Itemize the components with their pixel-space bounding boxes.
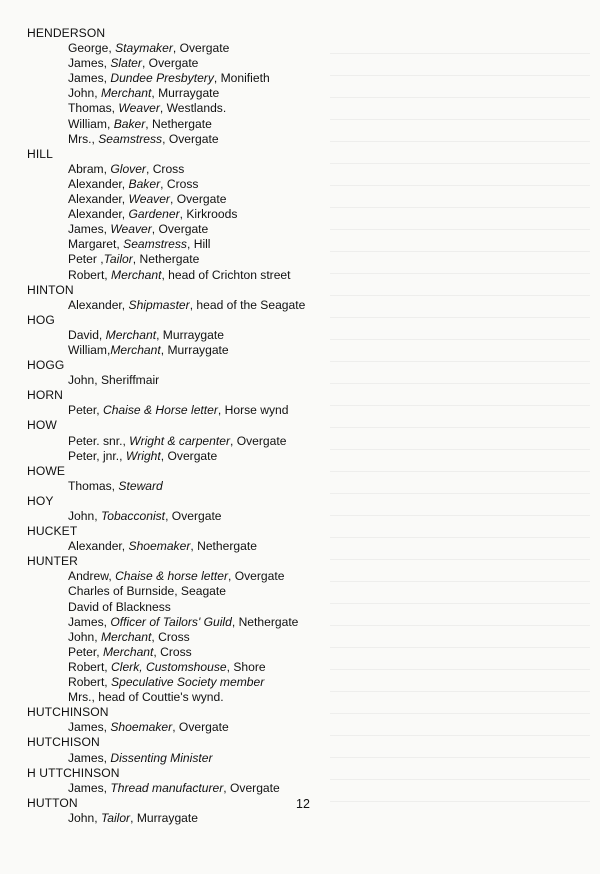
surname-block [27,796,447,826]
surname-block [27,464,447,494]
person-name: Margaret, [68,237,124,252]
person-entry [27,41,447,56]
occupation: Thread manufacturer [110,780,224,795]
occupation: Shipmaster [128,297,190,312]
address: , Horse wynd [217,403,289,418]
occupation: Weaver [128,192,170,207]
address: , Cross [153,644,192,659]
occupation: Officer of Tailors' Guild [110,614,232,629]
person-entry [27,117,447,132]
surname-block [27,313,447,358]
address: , Hill [186,237,211,252]
person-name: William, [68,116,114,131]
address: , Murraygate [130,810,198,825]
person-name: Alexander, [68,176,129,191]
surname-heading: HORN [27,388,64,403]
occupation: Tailor [100,810,131,825]
occupation: Shoemaker [128,539,191,554]
person-entry [27,479,447,494]
person-entry [27,781,447,796]
person-entry [27,660,447,675]
occupation: Merchant [100,629,152,644]
person-entry [27,569,447,584]
surname-heading: HOGG [27,358,65,373]
occupation: Baker [113,116,146,131]
surname-heading: HENDERSON [27,26,106,40]
person-name: Mrs., head of Couttie's wynd. [68,690,224,705]
address: , Overgate [162,131,219,146]
address: , Overgate [160,448,218,463]
person-name: Abram, [68,161,111,176]
occupation: Merchant [111,267,162,282]
person-entry [27,207,447,222]
person-entry [27,600,447,615]
address: , Cross [145,161,185,176]
surname-heading: HUNTER [27,554,78,569]
person-name: John, [68,509,101,523]
person-name: John, [68,629,101,644]
surname-heading: HUCKET [27,524,78,539]
person-name: Peter, [68,644,103,659]
person-entry [27,434,447,449]
occupation: Gardener [128,207,180,222]
person-name: James, [68,71,111,86]
occupation: Tailor [103,252,133,267]
surname-block [27,766,447,796]
person-entry [27,101,447,116]
occupation: Merchant [105,327,157,342]
occupation: Dissenting Minister [110,750,213,765]
occupation: Steward [118,478,163,493]
person-entry [27,675,447,690]
surname-heading: HOW [27,418,57,433]
person-entry [27,403,447,418]
person-name: Andrew, [68,569,116,584]
person-name: Alexander, [68,297,129,312]
surname-block [27,554,447,705]
occupation: Dundee Presbytery [110,71,214,86]
person-name: Peter, jnr., [68,448,126,463]
address: , Overgate [169,192,227,207]
person-name: James, [68,720,111,735]
surname-block [27,735,447,765]
address: , Kirkroods [179,207,238,222]
occupation: Staymaker [115,41,173,56]
surname-block [27,358,447,388]
person-entry [27,56,447,71]
surname-block [27,524,447,554]
person-name: John, [68,810,101,825]
address: , Overgate [165,509,222,523]
occupation: Seamstress [123,237,187,252]
person-entry [27,192,447,207]
person-name: Peter. snr., [68,433,130,448]
person-name: David, [68,327,106,342]
person-entry [27,539,447,554]
person-name: Thomas, [68,101,119,116]
surname-heading: HOWE [27,463,66,478]
address: , Overgate [151,222,209,237]
surname-heading: HINTON [27,282,74,297]
person-name: James, [68,222,111,237]
person-name: William, [68,342,111,357]
page-number: 12 [296,797,310,811]
occupation: Slater [110,56,142,71]
person-entry [27,328,447,343]
person-entry [27,690,447,705]
address: , Shore [226,659,266,674]
person-name: David of Blackness [68,599,171,614]
person-entry [27,751,447,766]
person-entry [27,71,447,86]
address: , Nethergate [145,116,212,131]
person-entry [27,222,447,237]
address: , Murraygate [151,86,220,101]
address: , Overgate [141,56,199,71]
surname-heading: HOG [27,312,55,327]
address: , Nethergate [132,252,200,267]
person-entry [27,615,447,630]
person-entry [27,720,447,735]
person-entry [27,177,447,192]
surname-block [27,388,447,418]
occupation: Merchant [100,86,152,101]
occupation: Shoemaker [110,720,173,735]
person-entry [27,298,447,313]
person-name: Peter, [68,403,103,418]
occupation: Merchant [102,644,154,659]
person-name: Robert, [68,659,112,674]
address: , Nethergate [190,539,257,554]
person-name: John, [68,86,101,101]
address: , Murraygate [156,327,224,342]
surname-heading: HILL [27,146,53,161]
surname-block [27,494,447,524]
occupation: Wright [125,448,161,463]
person-name: Robert, [68,267,112,282]
person-entry [27,630,447,645]
address: , Overgate [223,780,280,795]
address: , Overgate [172,41,230,56]
person-entry [27,252,447,267]
person-entry [27,162,447,177]
person-name: Charles of Burnside, Seagate [68,584,226,599]
occupation: Tobacconist [100,509,166,523]
person-entry [27,509,447,524]
person-name: James, [68,750,111,765]
occupation: Glover [110,161,146,176]
person-name: Alexander, [68,192,129,207]
address: , head of Crichton street [161,267,291,282]
occupation: Wright & carpenter [129,433,230,448]
surname-heading: HUTTON [27,795,78,810]
person-entry [27,268,447,283]
surname-block [27,418,447,463]
surname-heading: HOY [27,493,54,508]
person-entry [27,132,447,147]
surname-heading: HUTCHINSON [27,705,109,720]
address: , Cross [151,629,190,644]
surname-heading: HUTCHISON [27,735,100,750]
person-entry [27,343,447,358]
occupation: Merchant [110,342,161,357]
person-name: Peter , [68,252,104,267]
person-name: James, [68,614,111,629]
occupation: Chaise & horse letter [115,569,228,584]
person-name: Alexander, [68,539,129,554]
occupation: Clerk, Customshouse [111,659,227,674]
person-name: Mrs., [68,131,99,146]
person-name: Thomas, [68,478,119,493]
person-entry [27,449,447,464]
person-name: John, Sheriffmair [68,373,160,388]
surname-block [27,705,447,735]
person-entry [27,584,447,599]
person-name: Alexander, [68,207,129,222]
address: , Overgate [230,433,287,448]
occupation: Speculative Society member [111,675,265,690]
occupation: Chaise & Horse letter [102,403,218,418]
person-entry [27,373,447,388]
person-entry [27,237,447,252]
person-name: James, [68,56,111,71]
person-name: Robert, [68,675,112,690]
address: , Murraygate [160,342,229,357]
address: , Nethergate [231,614,299,629]
occupation: Weaver [110,222,152,237]
surname-block [27,147,447,283]
address: , Overgate [172,720,229,735]
address: , Westlands. [159,101,227,116]
person-entry [27,811,447,826]
occupation: Weaver [118,101,160,116]
surname-block [27,26,447,147]
occupation: Seamstress [98,131,163,146]
address: , Cross [160,176,199,191]
person-name: James, [68,780,111,795]
address: , Overgate [228,569,285,584]
surname-heading: H UTTCHINSON [27,765,120,780]
person-name: George, [68,41,116,56]
address: , Monifieth [213,71,270,86]
directory-entries [27,26,447,826]
person-entry [27,645,447,660]
occupation: Baker [128,176,161,191]
surname-block [27,283,447,313]
person-entry [27,86,447,101]
address: , head of the Seagate [189,297,306,312]
